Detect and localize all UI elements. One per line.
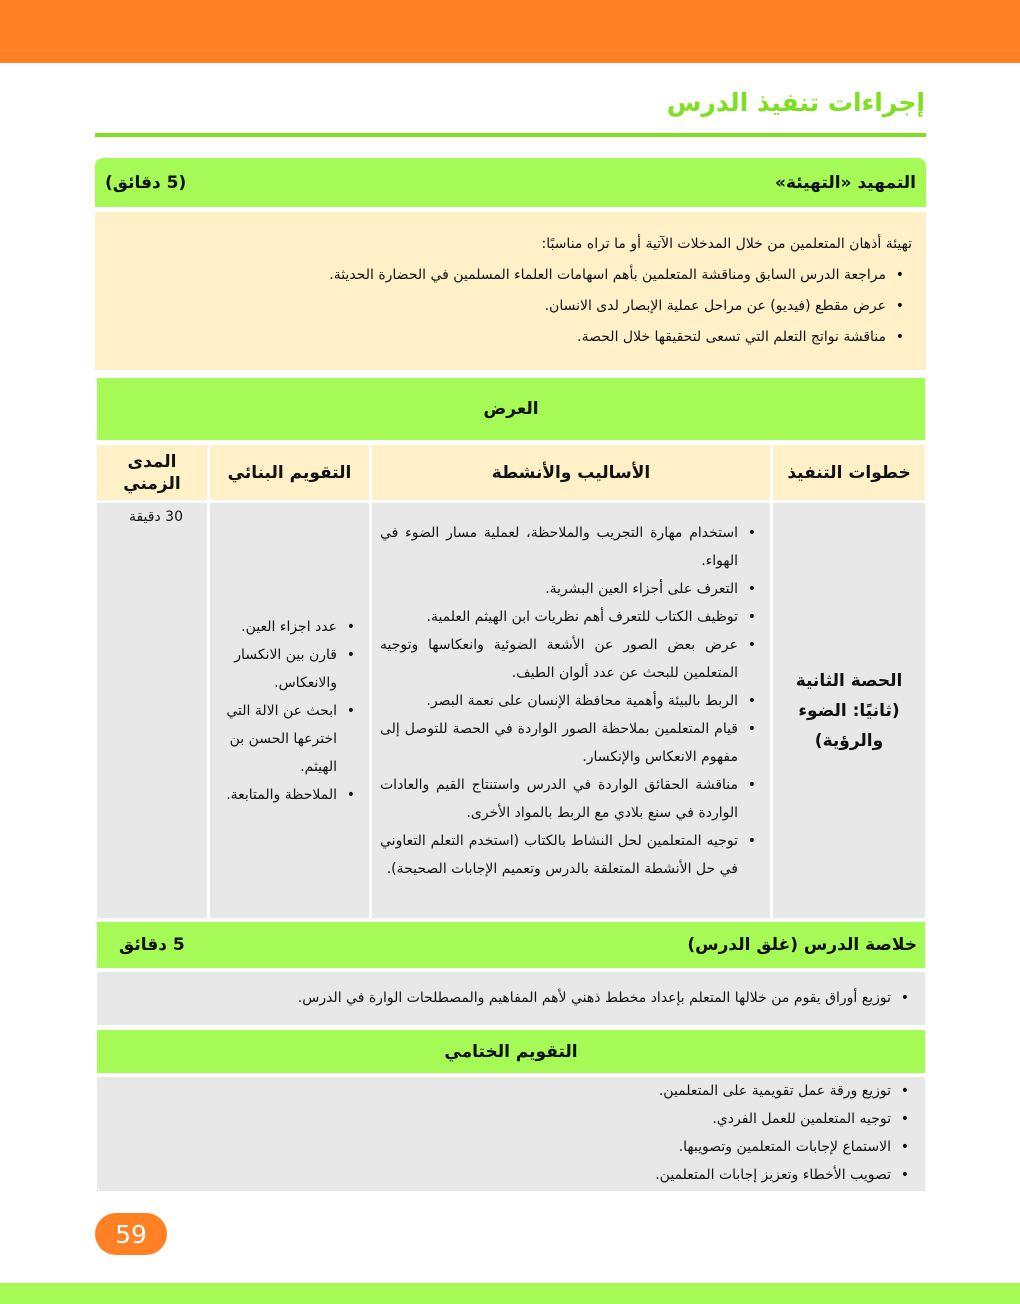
summary-duration: 5 دقائق: [119, 935, 185, 955]
intro-header: [95, 158, 926, 207]
list-item: • توجيه المتعلمين للعمل الفردي.: [105, 1105, 917, 1133]
list-item: • الربط بالبيئة وأهمية محافظة الإنسان على نعمة البصر.: [380, 687, 764, 715]
col-header-evaluation: التقويم البنائي: [210, 445, 369, 500]
list-item: • توزيع أوراق يقوم من خلالها المتعلم بإعداد مخطط ذهني لأهم المفاهيم والمصطلحات الوارة في الدرس.: [105, 984, 917, 1012]
main-content: [97, 378, 925, 1191]
final-heading: التقويم الختامي: [444, 1041, 578, 1062]
summary-body: [97, 972, 925, 1025]
col-header-steps: خطوات التنفيذ: [773, 445, 925, 500]
list-item: • مراجعة الدرس السابق ومناقشة المتعلمين بأهم اسهامات العلماء المسلمين في الحضارة الحديثة.: [109, 260, 912, 291]
intro-body: [95, 212, 926, 370]
title-divider: [95, 133, 926, 137]
page-title: إجراءات تنفيذ الدرس: [666, 88, 925, 117]
intro-lead: تهيئة أذهان المتعلمين من خلال المدخلات الآتية أو ما تراه مناسبًا:: [541, 236, 912, 252]
table-body-row: [97, 503, 925, 918]
list-item: • توجيه المتعلمين لحل النشاط بالكتاب (استخدم التعلم التعاوني في حل الأنشطة المتعلقة بالدرس وتعميم الإجابات الصحيحة).: [380, 827, 764, 883]
intro-heading: التمهيد «التهيئة»: [775, 172, 916, 193]
list-item: • مناقشة نواتج التعلم التي تسعى لتحقيقها خلال الحصة.: [109, 322, 912, 353]
duration-cell: 30 دقيقة: [97, 503, 207, 918]
summary-header: [97, 922, 925, 968]
list-item: • توظيف الكتاب للتعرف أهم نظريات ابن الهيثم العلمية.: [380, 603, 764, 631]
step-cell: الحصة الثانية (ثانيًا: الضوء والرؤية): [773, 503, 925, 918]
list-item: • استخدام مهارة التجريب والملاحظة، لعملية مسار الضوء في الهواء.: [380, 519, 764, 575]
evaluation-cell: [210, 503, 369, 918]
page-number: 59: [95, 1213, 167, 1255]
col-header-activities: الأساليب والأنشطة: [372, 445, 770, 500]
intro-duration: (5 دقائق): [105, 172, 187, 193]
list-item: • قارن بين الانكسار والانعكاس.: [214, 641, 363, 697]
list-item: • تصويب الأخطاء وتعزيز إجابات المتعلمين.: [105, 1161, 917, 1189]
presentation-heading: العرض: [483, 399, 539, 419]
list-item: • التعرف على أجزاء العين البشرية.: [380, 575, 764, 603]
list-item: • عرض مقطع (فيديو) عن مراحل عملية الإبصار لدى الانسان.: [109, 291, 912, 322]
top-bar: [0, 0, 1020, 63]
list-item: • قيام المتعلمين بملاحظة الصور الواردة في الحصة للتوصل إلى مفهوم الانعكاس والإنكسار.: [380, 715, 764, 771]
activities-cell: [372, 503, 770, 918]
final-body: [97, 1077, 925, 1191]
list-item: • مناقشة الحقائق الواردة في الدرس واستنتاج القيم والعادات الواردة في سنع بلادي مع الربط بالمواد الأخرى.: [380, 771, 764, 827]
bottom-bar: [0, 1283, 1020, 1304]
list-item: • عدد اجزاء العين.: [214, 613, 363, 641]
summary-heading: خلاصة الدرس (غلق الدرس): [687, 935, 917, 955]
table-header-row: [97, 445, 925, 500]
final-header: [97, 1030, 925, 1073]
col-header-duration: المدى الزمني: [97, 445, 207, 500]
presentation-header: [97, 378, 925, 440]
intro-list: [109, 260, 912, 353]
list-item: • عرض بعض الصور عن الأشعة الضوئية وانعكاسها وتوجيه المتعلمين للبحث عن عدد ألوان الطيف.: [380, 631, 764, 687]
list-item: • توزيع ورقة عمل تقويمية على المتعلمين.: [105, 1077, 917, 1105]
list-item: • ابحث عن الالة التي اخترعها الحسن بن الهيثم.: [214, 697, 363, 781]
list-item: • الملاحظة والمتابعة.: [214, 781, 363, 809]
list-item: • الاستماع لإجابات المتعلمين وتصويبها.: [105, 1133, 917, 1161]
